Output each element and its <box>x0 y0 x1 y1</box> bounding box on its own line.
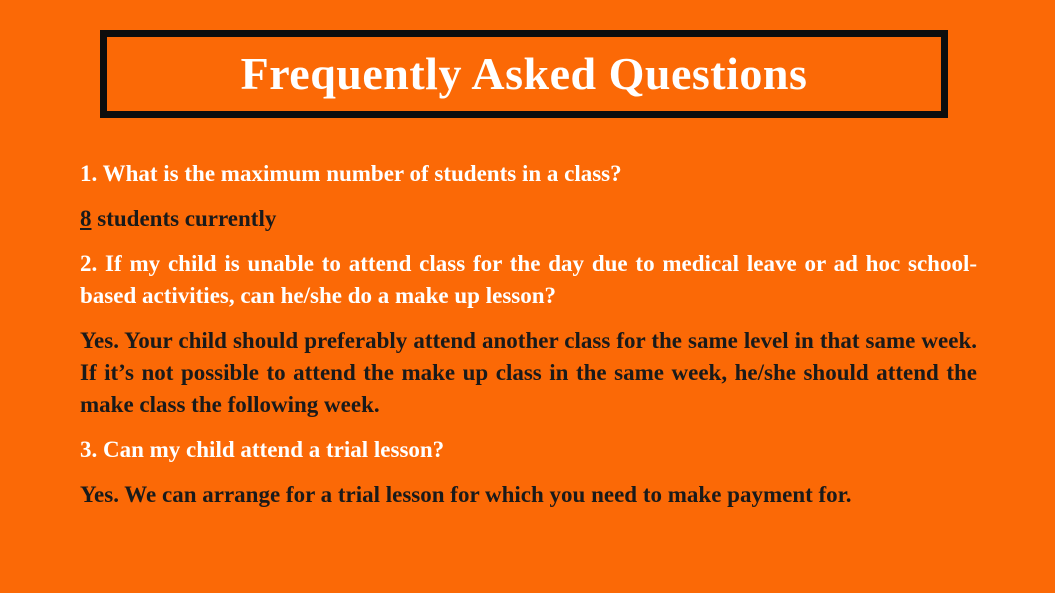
faq-content <box>80 158 977 524</box>
faq-title-box <box>100 30 948 118</box>
faq-answer-1-rest: students currently <box>91 206 277 231</box>
faq-answer-3: Yes. We can arrange for a trial lesson for which you need to make payment for. <box>80 482 852 507</box>
faq-answer-1 <box>80 203 977 235</box>
faq-question-2: 2. If my child is unable to attend class for the day due to medical leave or ad hoc school-based activities, can he/she do a make up lesson? <box>80 251 977 308</box>
faq-answer-2: Yes. Your child should preferably attend another class for the same level in that same week. If it’s not possible to attend the make up class in the same week, he/she should attend the make class the following week. <box>80 328 977 417</box>
faq-question-1: 1. What is the maximum number of students in a class? <box>80 161 622 186</box>
faq-question-3: 3. Can my child attend a trial lesson? <box>80 437 445 462</box>
faq-answer-1-underlined-lead: 8 <box>80 206 92 231</box>
page-title: Frequently Asked Questions <box>240 48 808 99</box>
